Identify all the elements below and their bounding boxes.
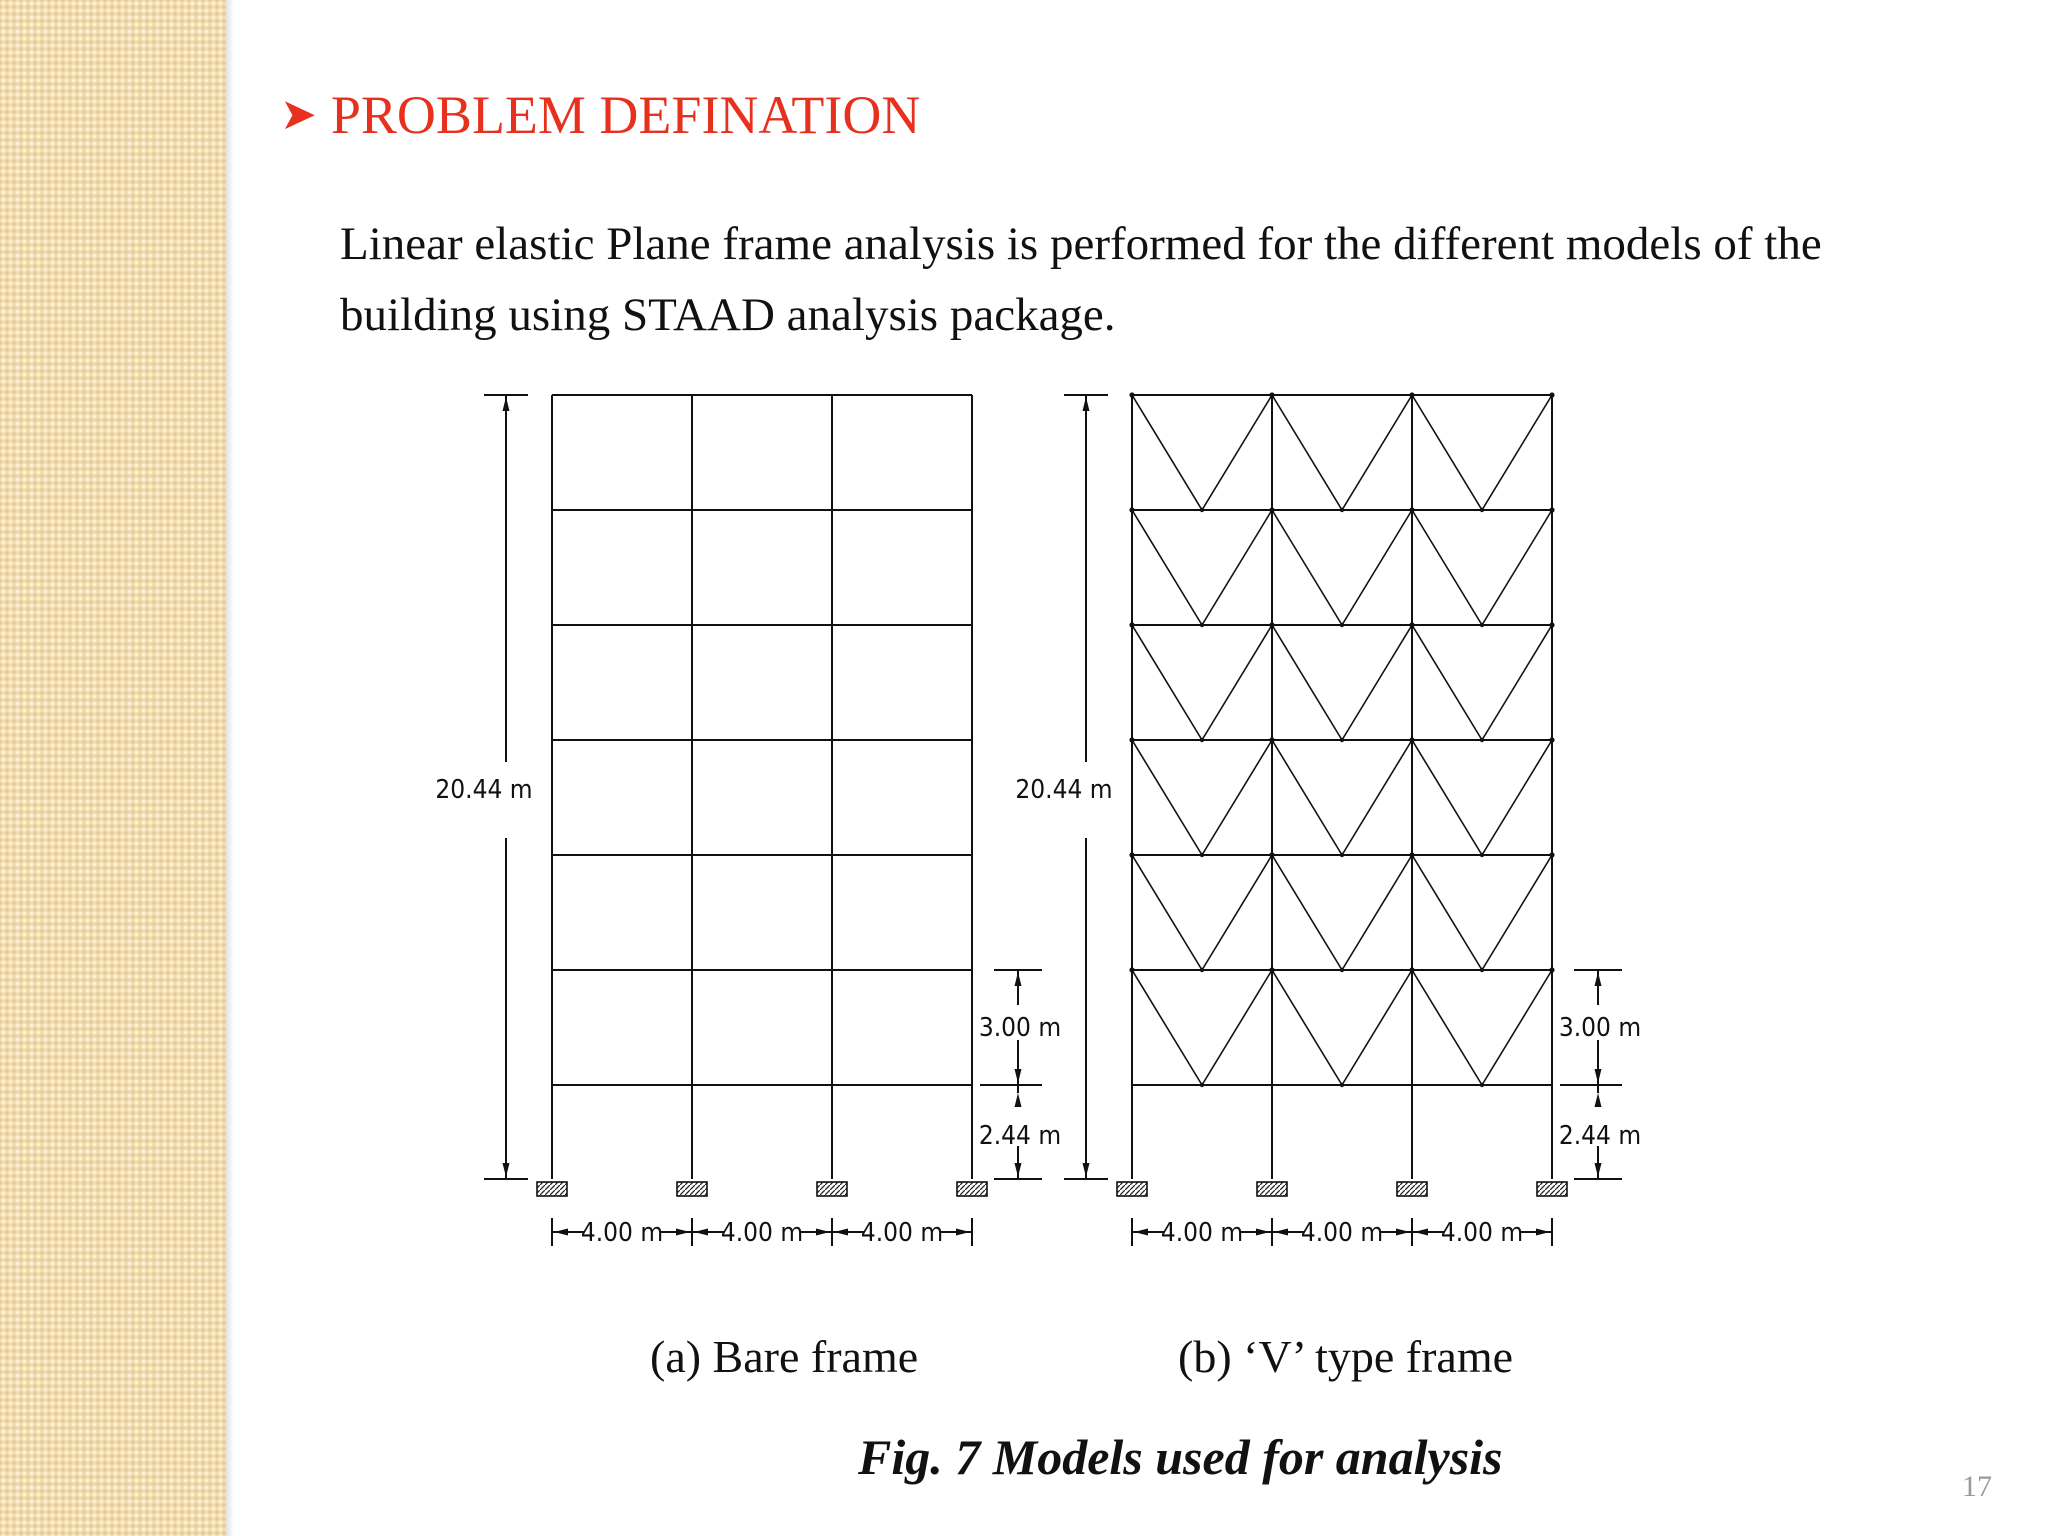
brace-joint [1200,1083,1204,1087]
dim-label-bay: 4.00 m [720,1218,804,1248]
v-brace [1482,740,1552,855]
v-brace [1272,855,1342,970]
brace-joint [1480,508,1484,512]
v-brace [1202,510,1272,625]
dim-arrow [1083,1163,1090,1177]
dim-arrow [694,1229,708,1236]
frame-joint [1269,737,1274,742]
v-brace [1412,625,1482,740]
brace-joint [1340,623,1344,627]
frame-joint [1129,967,1134,972]
brace-joint [1200,853,1204,857]
dim-arrow [1015,972,1022,986]
fixed-support [1397,1182,1427,1196]
dim-arrow [1015,1163,1022,1177]
bare-frame-drawing [435,395,1061,1248]
figure-caption: Fig. 7 Models used for analysis [858,1429,1503,1485]
fixed-support [1537,1182,1567,1196]
dim-arrow [1396,1229,1410,1236]
dim-arrow [676,1229,690,1236]
arrow-bullet-icon: ➤ [280,90,317,139]
dim-label-storey: 3.00 m [1558,1013,1642,1043]
frame-joint [1549,622,1554,627]
v-brace [1482,625,1552,740]
body-line-1: Linear elastic Plane frame analysis is performed for the different models of the [340,218,1822,270]
v-brace [1412,395,1482,510]
v-brace [1272,625,1342,740]
frame-joint [1129,852,1134,857]
fixed-support [537,1182,567,1196]
v-type-frame-drawing [1015,392,1641,1248]
frame-joint [1269,507,1274,512]
caption-bare-frame: (a) Bare frame [650,1331,919,1382]
dim-arrow [554,1229,568,1236]
frame-joint [1409,737,1414,742]
brace-joint [1340,738,1344,742]
dim-label-ground: 2.44 m [978,1121,1062,1151]
frame-joint [1129,507,1134,512]
v-brace [1342,625,1412,740]
brace-joint [1480,738,1484,742]
v-brace [1132,855,1202,970]
dim-arrow [1595,1069,1602,1083]
dim-arrow [1134,1229,1148,1236]
v-brace [1482,855,1552,970]
v-brace [1412,510,1482,625]
v-brace [1272,510,1342,625]
v-brace [1342,740,1412,855]
dim-label-total-height: 20.44 m [1015,775,1113,805]
v-brace [1482,395,1552,510]
brace-joint [1200,508,1204,512]
frame-joint [1549,967,1554,972]
v-brace [1272,395,1342,510]
fixed-support [1257,1182,1287,1196]
dim-arrow [956,1229,970,1236]
v-brace [1202,740,1272,855]
frame-joint [1409,507,1414,512]
brace-joint [1340,1083,1344,1087]
frame-joint [1549,392,1554,397]
frame-joint [1549,737,1554,742]
dim-label-total-height: 20.44 m [435,775,533,805]
v-brace [1482,510,1552,625]
frame-joint [1269,852,1274,857]
v-brace [1202,625,1272,740]
v-brace [1342,970,1412,1085]
dim-label-bay: 4.00 m [1160,1218,1244,1248]
v-brace [1342,395,1412,510]
brace-joint [1200,738,1204,742]
v-brace [1202,855,1272,970]
fixed-support [817,1182,847,1196]
v-brace [1132,510,1202,625]
dim-label-bay: 4.00 m [580,1218,664,1248]
dim-label-ground: 2.44 m [1558,1121,1642,1151]
body-line-2: building using STAAD analysis package. [340,290,1116,340]
brace-joint [1340,508,1344,512]
frame-joint [1409,622,1414,627]
brace-joint [1480,1083,1484,1087]
dim-arrow [834,1229,848,1236]
dim-arrow [1595,1093,1602,1107]
dim-arrow [1595,972,1602,986]
brace-joint [1340,853,1344,857]
dim-label-bay: 4.00 m [860,1218,944,1248]
frame-joint [1409,852,1414,857]
v-brace [1412,855,1482,970]
page-number: 17 [1962,1470,1992,1503]
dim-arrow [1083,397,1090,411]
v-brace [1342,855,1412,970]
dim-arrow [503,397,510,411]
frame-joint [1269,622,1274,627]
v-brace [1202,395,1272,510]
v-brace [1412,970,1482,1085]
dim-arrow [1015,1069,1022,1083]
dim-label-bay: 4.00 m [1300,1218,1384,1248]
v-brace [1132,970,1202,1085]
caption-v-type-frame: (b) ‘V’ type frame [1178,1331,1514,1382]
heading-text: PROBLEM DEFINATION [330,85,921,145]
v-brace [1342,510,1412,625]
frame-joint [1549,507,1554,512]
fixed-support [957,1182,987,1196]
dim-arrow [1256,1229,1270,1236]
v-brace [1272,740,1342,855]
fixed-support [677,1182,707,1196]
frame-joint [1549,852,1554,857]
dim-arrow [1595,1163,1602,1177]
brace-joint [1200,968,1204,972]
dim-arrow [503,1163,510,1177]
v-brace [1202,970,1272,1085]
brace-joint [1480,853,1484,857]
dim-arrow [816,1229,830,1236]
brace-joint [1480,968,1484,972]
dim-label-bay: 4.00 m [1440,1218,1524,1248]
frame-joint [1129,622,1134,627]
brace-joint [1200,623,1204,627]
frame-joint [1409,967,1414,972]
v-brace [1132,625,1202,740]
dim-label-storey: 3.00 m [978,1013,1062,1043]
frame-joint [1129,392,1134,397]
brace-joint [1480,623,1484,627]
dim-arrow [1015,1093,1022,1107]
v-brace [1272,970,1342,1085]
v-brace [1482,970,1552,1085]
frame-joint [1129,737,1134,742]
v-brace [1412,740,1482,855]
frame-joint [1269,967,1274,972]
fixed-support [1117,1182,1147,1196]
dim-arrow [1414,1229,1428,1236]
frame-joint [1409,392,1414,397]
frame-joint [1269,392,1274,397]
dim-arrow [1274,1229,1288,1236]
v-brace [1132,740,1202,855]
brace-joint [1340,968,1344,972]
dim-arrow [1536,1229,1550,1236]
v-brace [1132,395,1202,510]
